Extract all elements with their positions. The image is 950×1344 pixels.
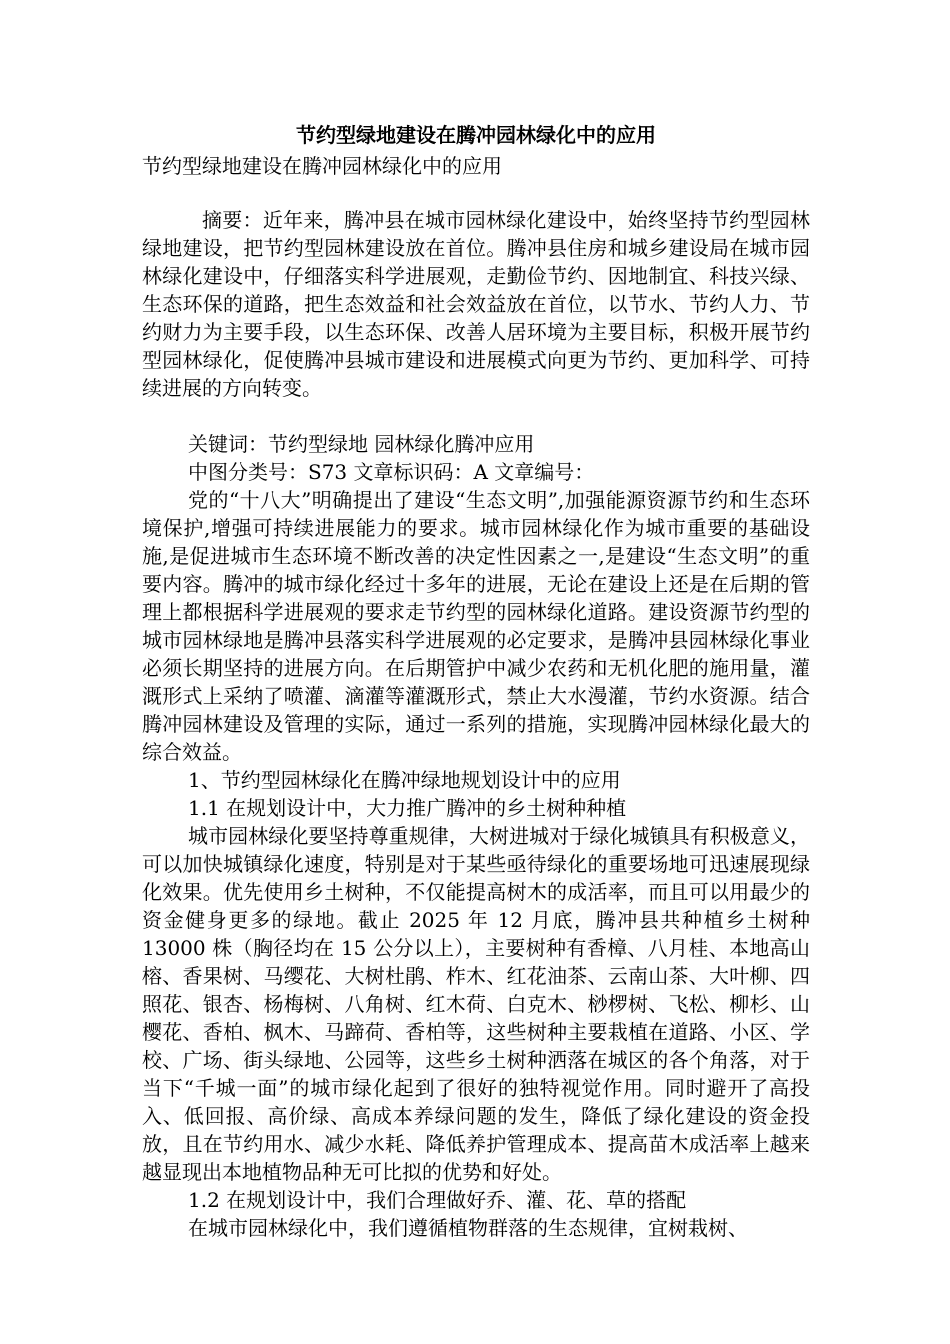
keywords-line: 关键词：节约型绿地 园林绿化腾冲应用 <box>188 432 535 456</box>
section-1-1-paragraph: 城市园林绿化要坚持尊重规律，大树进城对于绿化城镇具有积极意义，可以加快城镇绿化速度，特别是对于某些亟待绿化的重要场地可迅速展现绿化效果。优先使用乡土树种，不仅能提高树木的成活率，而且可以用最少的资金健身更多的绿地。截止 2025 年 12 月底，腾冲县共种植乡土树种 13000 株（胸径均在 15 公分以上），主要树种有香樟、八月桂、本地高山榕、香果树、马缨花、大树杜鹃、柞木、红花油茶、云南山茶、大叶柳、四照花、银杏、杨梅树、八角树、红木荷、白克木、桫椤树、飞松、柳杉、山樱花、香柏、枫木、马蹄荷、香柏等，这些树种主要栽植在道路、小区、学校、广场、街头绿地、公园等，这些乡土树种洒落在城区的各个角落，对于当下“千城一面”的城市绿化起到了很好的独特视觉作用。同时避开了高投入、低回报、高价绿、高成本养绿问题的发生，降低了绿化建设的资金投放，且在节约用水、减少水耗、降低养护管理成本、提高苗木成活率上越来越显现出本地植物品种无可比拟的优势和好处。 <box>142 824 810 1184</box>
section-heading-1-2: 1.2 在规划设计中，我们合理做好乔、灌、花、草的搭配 <box>188 1188 687 1212</box>
section-1-2-paragraph: 在城市园林绿化中，我们遵循植物群落的生态规律，宜树栽树、 <box>188 1216 748 1240</box>
document-page <box>142 118 810 1242</box>
document-subtitle: 节约型绿地建设在腾冲园林绿化中的应用 <box>142 154 502 178</box>
document-title: 节约型绿地建设在腾冲园林绿化中的应用 <box>296 123 656 147</box>
intro-paragraph: 党的“十八大”明确提出了建设“生态文明”,加强能源资源节约和生态环境保护,增强可持续进展能力的要求。城市园林绿化作为城市重要的基础设施,是促进城市生态环境不断改善的决定性因素之一,是建设“生态文明”的重要内容。腾冲的城市绿化经过十多年的进展，无论在建设上还是在后期的管理上都根据科学进展观的要求走节约型的园林绿化道路。建设资源节约型的城市园林绿地是腾冲县落实科学进展观的必定要求，是腾冲县园林绿化事业必须长期坚持的进展方向。在后期管护中减少农药和无机化肥的施用量，灌溉形式上采纳了喷灌、滴灌等灌溉形式，禁止大水漫灌，节约水资源。结合腾冲园林建设及管理的实际，通过一系列的措施，实现腾冲园林绿化最大的综合效益。 <box>142 488 810 764</box>
classification-line: 中图分类号：S73 文章标识码：A 文章编号： <box>188 460 595 484</box>
section-heading-1-1: 1.1 在规划设计中，大力推广腾冲的乡土树种种植 <box>188 796 627 820</box>
abstract-paragraph: 摘要：近年来，腾冲县在城市园林绿化建设中，始终坚持节约型园林绿地建设，把节约型园林建设放在首位。腾冲县住房和城乡建设局在城市园林绿化建设中，仔细落实科学进展观，走勤俭节约、因地制宜、科技兴绿、生态环保的道路，把生态效益和社会效益放在首位，以节水、节约人力、节约财力为主要手段，以生态环保、改善人居环境为主要目标，积极开展节约型园林绿化，促使腾冲县城市建设和进展模式向更为节约、更加科学、可持续进展的方向转变。 <box>142 208 810 400</box>
section-heading-1: 1、节约型园林绿化在腾冲绿地规划设计中的应用 <box>188 768 621 792</box>
